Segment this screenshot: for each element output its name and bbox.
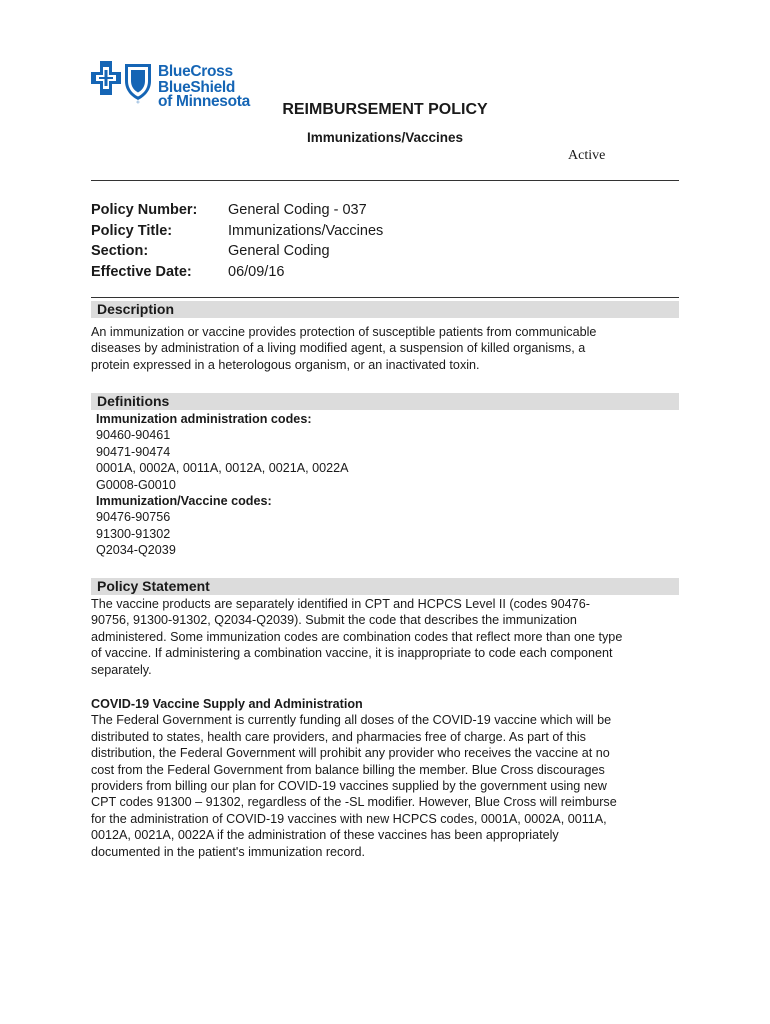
description-line: diseases by administration of a living modified agent, a suspension of killed organisms, a <box>91 341 586 356</box>
covid-line: for the administration of COVID-19 vaccines with new HCPCS codes, 0001A, 0002A, 0011A, <box>91 811 607 826</box>
policy-statement-heading: Policy Statement <box>91 578 679 595</box>
description-text <box>91 324 681 373</box>
policy-statement-line: The vaccine products are separately identified in CPT and HCPCS Level II (codes 90476- <box>91 597 590 611</box>
brand-line-2: of Minnesota <box>158 93 250 110</box>
vaccine-code: 91300-91302 <box>96 526 171 541</box>
vaccine-code: 90476-90756 <box>96 510 171 525</box>
policy-title-label: Policy Title: <box>91 222 173 239</box>
covid-line: The Federal Government is currently funding all doses of the COVID-19 vaccine which will be <box>91 713 612 728</box>
covid-line: distribution, the Federal Government will prohibit any provider who receives the vaccine at no <box>91 746 610 761</box>
admin-code: G0008-G0010 <box>96 477 176 492</box>
admin-codes-heading: Immunization administration codes: <box>96 412 312 426</box>
policy-statement-text <box>91 596 681 678</box>
covid-section <box>91 696 681 860</box>
section-value: General Coding <box>228 243 330 259</box>
policy-statement-line: administered. Some immunization codes are combination codes that reflect more than one type <box>91 629 623 644</box>
definitions-heading: Definitions <box>91 393 679 410</box>
admin-code: 90471-90474 <box>96 444 171 459</box>
blue-cross-shield-icon <box>91 61 155 105</box>
policy-statement-line: of vaccine. If administering a combination vaccine, it is inappropriate to code each component <box>91 646 613 661</box>
admin-code: 90460-90461 <box>96 428 171 443</box>
covid-line: documented in the patient's immunization record. <box>91 844 366 859</box>
policy-number-value: General Coding - 037 <box>228 202 367 218</box>
policy-title-value: Immunizations/Vaccines <box>228 222 384 239</box>
policy-subtitle: Immunizations/Vaccines <box>306 130 464 145</box>
description-line: An immunization or vaccine provides protection of susceptible patients from communicable <box>91 325 597 339</box>
covid-line: 0012A, 0021A, 0022A if the administration of these vaccines has been appropriately <box>91 828 559 843</box>
covid-heading: COVID-19 Vaccine Supply and Administration <box>91 697 363 711</box>
brand-line-1: BlueCross BlueShield <box>158 63 236 96</box>
covid-line: cost from the Federal Government from balance billing the member. Blue Cross discourages <box>91 762 605 777</box>
effective-date-value: 06/09/16 <box>228 263 285 280</box>
meta-divider <box>91 297 679 298</box>
vaccine-codes-heading: Immunization/Vaccine codes: <box>96 494 272 509</box>
description-line: protein expressed in a heterologous organism, or an inactivated toxin. <box>91 357 480 372</box>
status-label: Active <box>568 148 606 163</box>
effective-date-label: Effective Date: <box>91 263 192 280</box>
header-divider <box>91 180 679 181</box>
definitions-list <box>96 411 349 559</box>
description-heading: Description <box>91 301 679 318</box>
page-title: REIMBURSEMENT POLICY <box>282 101 488 118</box>
covid-line: CPT codes 91300 – 91302, regardless of the -SL modifier. However, Blue Cross will reimburse <box>91 795 617 810</box>
svg-text:®: ® <box>136 99 140 105</box>
section-label: Section: <box>91 243 149 259</box>
admin-code: 0001A, 0002A, 0011A, 0012A, 0021A, 0022A <box>96 461 349 476</box>
covid-line: distributed to states, health care providers, and pharmacies free of charge. As part of this <box>91 729 586 744</box>
policy-statement-line: separately. <box>91 662 152 677</box>
policy-number-label: Policy Number: <box>91 202 198 218</box>
covid-line: providers from billing our plan for COVID-19 vaccines supplied by the government using new <box>91 779 607 794</box>
vaccine-code: Q2034-Q2039 <box>96 543 176 558</box>
policy-statement-line: 90756, 91300-91302, Q2034-Q2039). Submit the code that describes the immunization <box>91 613 577 628</box>
